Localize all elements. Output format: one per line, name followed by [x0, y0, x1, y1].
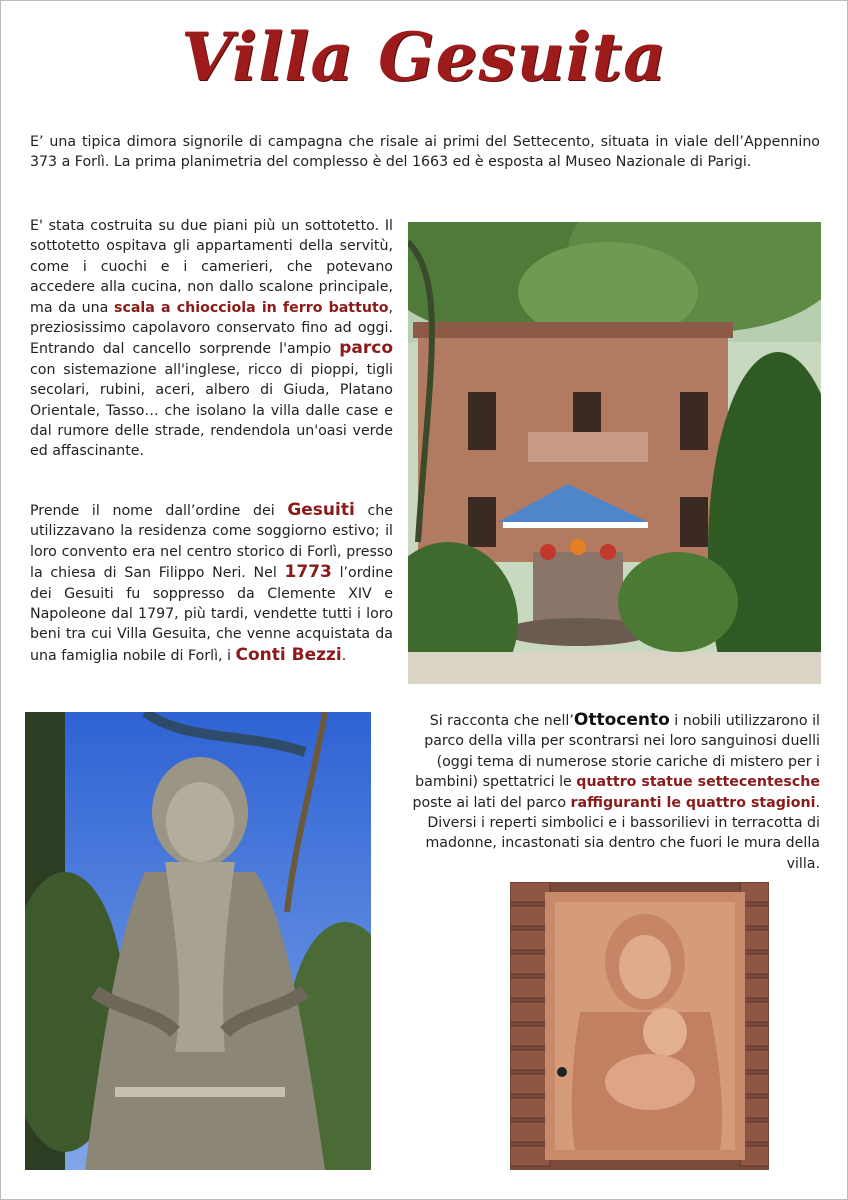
madonna-relief-photo [510, 882, 769, 1170]
highlight-four-seasons: raffiguranti le quattro stagioni [570, 794, 816, 811]
highlight-ottocento: Ottocento [573, 710, 670, 730]
text-span: E' stata costruita su due piani più un sottotetto. Il sottotetto ospitava gli appartamenti della servitù, come i cuochi e i camerieri, che potevano accedere alla cucina, non dallo scalone principale, ma da una [30, 218, 393, 316]
text-span: che utilizzavano la residenza come soggiorno estivo; il loro convento era nel centro storico di Forlì, presso la chiesa di San Filippo Neri. Nel [30, 503, 393, 582]
text-span: poste ai lati del parco [412, 794, 571, 811]
text-span: i nobili utilizzarono il parco della villa per scontrarsi nei loro sanguinosi duelli (oggi tema di numerose storie cariche di mistero per i bambini) spettatrici le [415, 713, 820, 791]
construction-paragraph [30, 216, 393, 462]
highlight-conti-bezzi: Conti Bezzi [235, 644, 342, 665]
text-span: . [341, 647, 347, 664]
villa-photo [408, 222, 821, 684]
jesuits-paragraph [30, 500, 393, 666]
intro-paragraph: E’ una tipica dimora signorile di campagna che risale ai primi del Settecento, situata in viale dell’Appennino 373 a Forlì. La prima planimetria del complesso è del 1663 ed è esposta al Museo Nazionale di Parigi. [30, 134, 820, 171]
text-span: l’ordine dei Gesuiti fu soppresso da Clemente XIV e Napoleone dal 1797, più tardi, vendette tutti i loro beni tra cui Villa Gesuita, che venne acquistata da una famiglia nobile di Forlì, i [30, 565, 393, 664]
text-span: , preziosissimo capolavoro conservato fino ad oggi. Entrando dal cancello sorprende l'ampio [30, 299, 394, 358]
statue-photo [25, 712, 371, 1170]
highlight-park: parco [339, 338, 393, 359]
text-span: . Diversi i reperti simbolici e i bassorilievi in terracotta di madonne, incastonati sia dentro che fuori le mura della villa. [425, 794, 820, 872]
text-span: Si racconta che nell’ [429, 713, 574, 729]
text-span: con sistemazione all'inglese, ricco di pioppi, tigli secolari, rubini, aceri, albero di Giuda, Platano Orientale, Tasso… che isolano la villa dalle case e dal rumore delle strade, rendendola un'oasi verde ed affascinante. [30, 361, 393, 460]
highlight-spiral-staircase: scala a chiocciola in ferro battuto [114, 299, 389, 316]
nineteenth-century-paragraph [392, 710, 820, 874]
highlight-year: 1773 [284, 562, 332, 583]
page-title: Villa Gesuita [181, 18, 667, 96]
highlight-jesuits: Gesuiti [287, 500, 355, 520]
highlight-four-statues: quattro statue settecentesche [576, 774, 820, 791]
text-span: Prende il nome dall’ordine dei [30, 503, 288, 519]
